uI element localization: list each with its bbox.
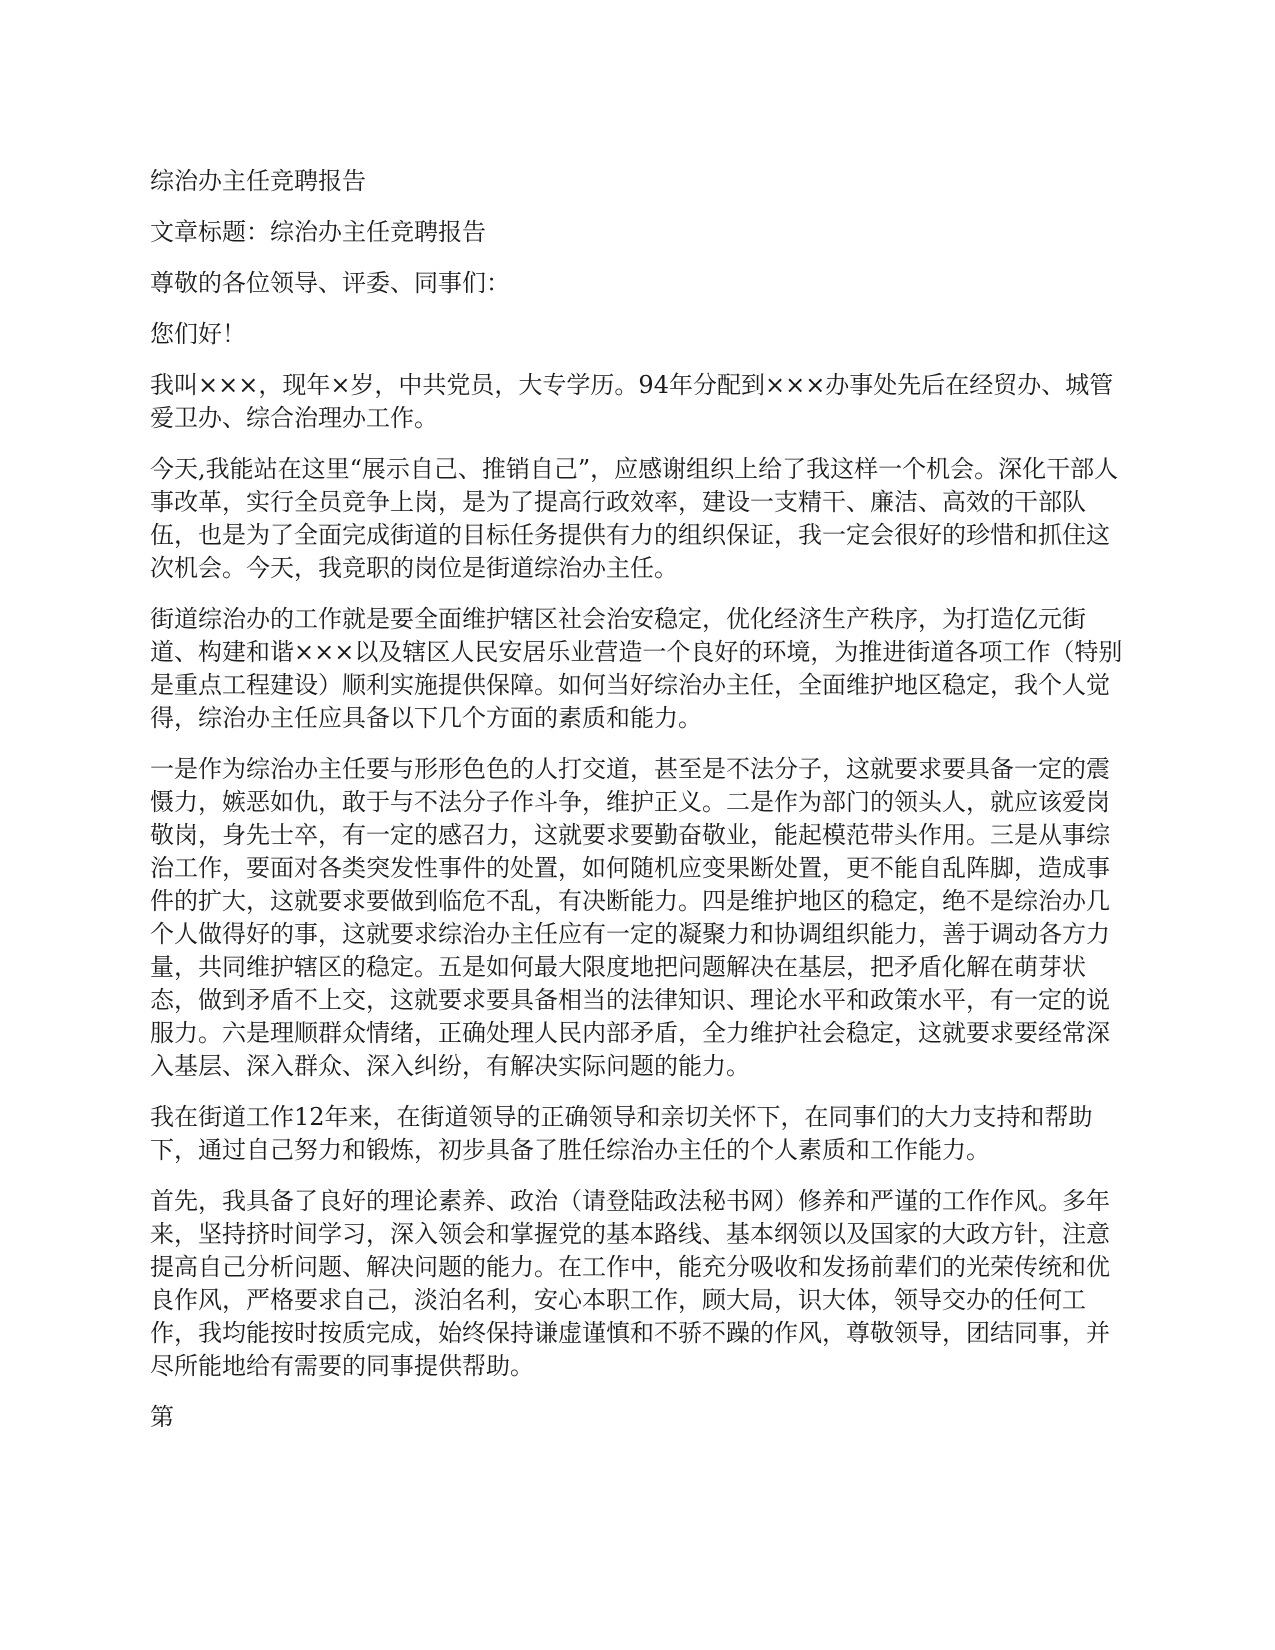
salutation: 尊敬的各位领导、评委、同事们： — [150, 269, 510, 297]
paragraph-introduction: 我叫×××，现年×岁，中共党员，大专学历。94年分配到×××办事处先后在经贸办、城管爱卫办、综合治理办工作。 — [150, 371, 1114, 432]
paragraph-opportunity: 今天,我能站在这里“展示自己、推销自己”，应感谢组织上给了我这样一个机会。深化干部人事改革，实行全员竞争上岗，是为了提高行政效率，建设一支精干、廉洁、高效的干部队伍，也是为了全面完成街道的目标任务提供有力的组织保证，我一定会很好的珍惜和抓住这次机会。今天，我竞职的岗位是街道综治办主任。 — [150, 455, 1119, 582]
paragraph-role-description: 街道综治办的工作就是要全面维护辖区社会治安稳定，优化经济生产秩序，为打造亿元街道、构建和谐×××以及辖区人民安居乐业营造一个良好的环境，为推进街道各项工作（特别是重点工程建设）顺利实施提供保障。如何当好综治办主任，全面维护地区稳定，我个人觉得，综治办主任应具备以下几个方面的素质和能力。 — [150, 605, 1123, 732]
paragraph-first-strength: 首先，我具备了良好的理论素养、政治（请登陆政法秘书网）修养和严谨的工作作风。多年来，坚持挤时间学习，深入领会和掌握党的基本路线、基本纲领以及国家的大政方针，注意提高自己分析问题、解决问题的能力。在工作中，能充分吸收和发扬前辈们的光荣传统和优良作风，严格要求自己，淡泊名利，安心本职工作，顾大局，识大体，领导交办的任何工作，我均能按时按质完成，始终保持谦虚谨慎和不骄不躁的作风，尊敬领导，团结同事，并尽所能地给有需要的同事提供帮助。 — [150, 1187, 1110, 1380]
paragraph-experience: 我在街道工作12年来，在街道领导的正确领导和亲切关怀下，在同事们的大力支持和帮助下，通过自己努力和锻炼，初步具备了胜任综治办主任的个人素质和工作能力。 — [150, 1103, 1093, 1164]
greeting: 您们好！ — [150, 320, 246, 348]
paragraph-qualities: 一是作为综治办主任要与形形色色的人打交道，甚至是不法分子，这就要求要具备一定的震慑力，嫉恶如仇，敢于与不法分子作斗争，维护正义。二是作为部门的领头人，就应该爱岗敬岗，身先士卒，有一定的感召力，这就要求要勤奋敬业，能起模范带头作用。三是从事综治工作，要面对各类突发性事件的处置，如何随机应变果断处置，更不能自乱阵脚，造成事件的扩大，这就要求要做到临危不乱，有决断能力。四是维护地区的稳定，绝不是综治办几个人做得好的事，这就要求综治办主任应有一定的凝聚力和协调组织能力，善于调动各方力量，共同维护辖区的稳定。五是如何最大限度地把问题解决在基层，把矛盾化解在萌芽状态，做到矛盾不上交，这就要求要具备相当的法律知识、理论水平和政策水平，有一定的说服力。六是理顺群众情绪，正确处理人民内部矛盾，全力维护社会稳定，这就要求要经常深入基层、深入群众、深入纠纷，有解决实际问题的能力。 — [150, 755, 1110, 1080]
document-title: 综治办主任竞聘报告 — [150, 167, 366, 195]
paragraph-truncated: 第 — [150, 1403, 174, 1431]
article-title-line: 文章标题：综治办主任竞聘报告 — [150, 218, 486, 246]
document-body — [150, 165, 1125, 1452]
